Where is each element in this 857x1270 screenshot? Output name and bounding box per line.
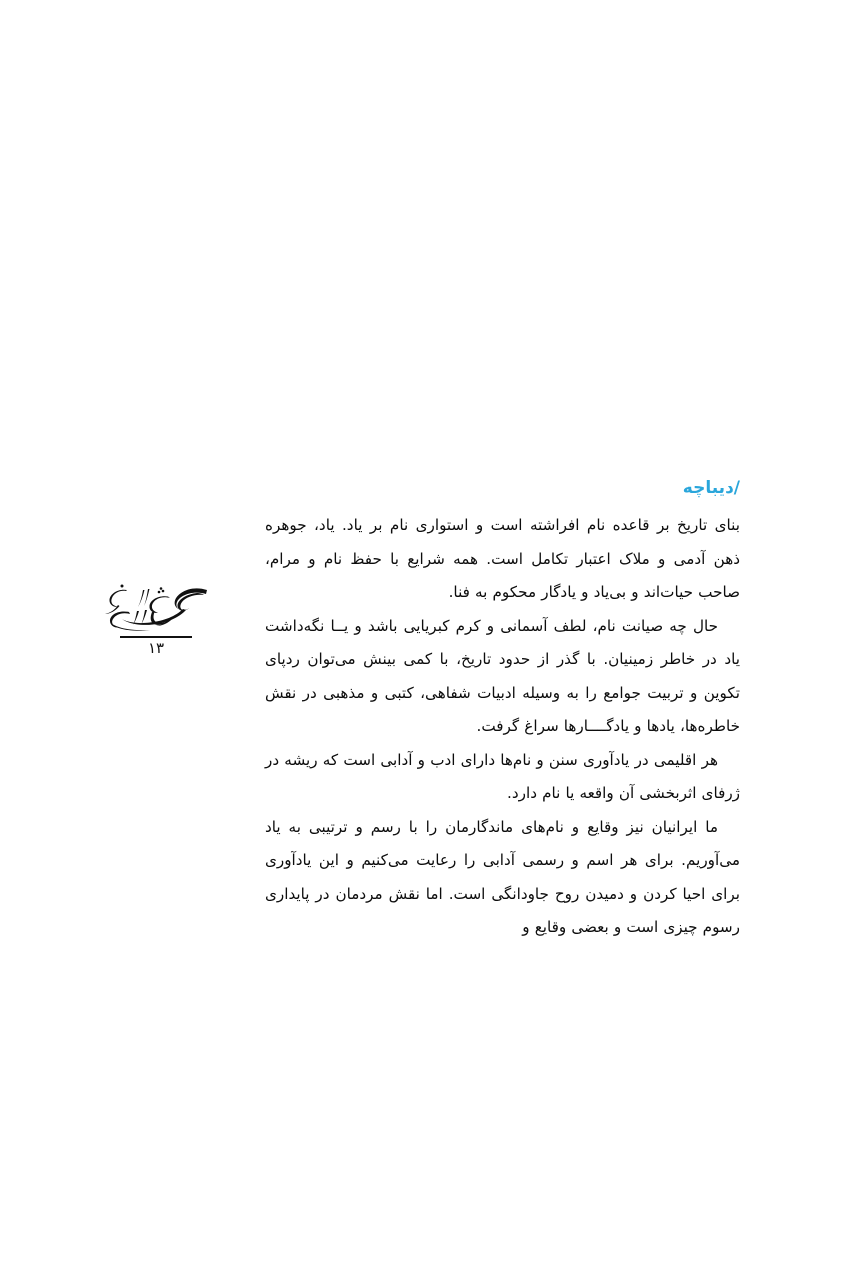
text-column — [265, 478, 740, 945]
paragraph-2: حال چه صیانت نام، لطف آسمانی و کرم کبریایی باشد و یــا نگه‌داشت یاد در خاطر زمینیان. با گذر از حدود تاریخ، با کمی بینش می‌توان ردپای تکوین و تربیت جوامع را به وسیله ادبیات شفاهی، کتبی و مذهبی در نقش خاطره‌ها، یادها و یادگــــارها سراغ گرفت. — [265, 616, 740, 736]
paragraph-1: بنای تاریخ بر قاعده نام افراشته است و استواری نام بر یاد. یاد، جوهره ذهن آدمی و ملاک اعتبار تکامل است. همه شرایع با حفظ نام و مرام، صاحب حیات‌اند و بی‌یاد و یادگار محکوم به فنا. — [265, 516, 740, 602]
page-number: ۱۳ — [147, 638, 165, 657]
paragraph-4: ما ایرانیان نیز وقایع و نام‌های ماندگارمان را با رسم و ترتیبی به یاد می‌آوریم. برای هر اسم و رسمی آدابی را رعایت می‌کنیم و این یادآوری برای احیا کردن و دمیدن روح جاودانگی است. اما نقش مردمان در پایداری رسوم چیزی است و بعضی وقایع و — [265, 817, 740, 937]
paragraph-3: هر اقلیمی در یادآوری سنن و نام‌ها دارای ادب و آدابی است که ریشه در ژرفای اثربخشی آن واقعه یا نام دارد. — [265, 750, 740, 803]
chragh-e-salavat-calligraphy-logo — [100, 575, 212, 633]
folio-rule — [120, 636, 192, 638]
section-heading: /دیباچه — [682, 478, 740, 498]
margin-colophon — [92, 575, 220, 656]
